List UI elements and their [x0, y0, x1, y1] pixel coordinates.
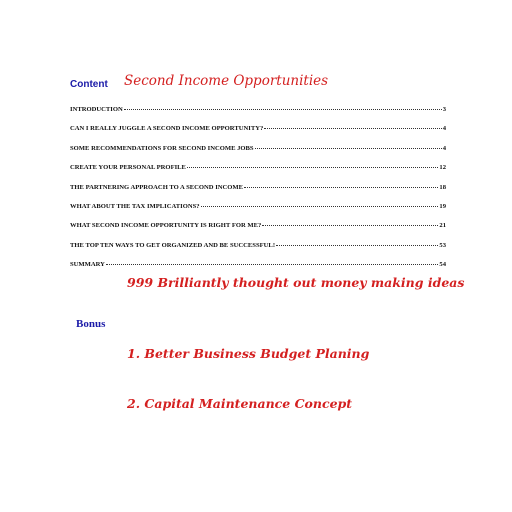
toc-entry	[70, 242, 446, 261]
toc-leader-dots	[264, 128, 441, 129]
bonus-label: Bonus	[76, 318, 106, 330]
toc-entry	[70, 106, 446, 125]
toc-leader-dots	[276, 245, 438, 246]
toc-entry	[70, 184, 446, 203]
toc-leader-dots	[244, 187, 438, 188]
toc-entry-title: INTRODUCTION	[70, 106, 123, 113]
toc-entry-title: CREATE YOUR PERSONAL PROFILE	[70, 164, 186, 172]
toc-entry-page: 21	[439, 222, 446, 230]
toc-leader-dots	[106, 264, 438, 265]
toc-leader-dots	[201, 206, 439, 207]
toc-entry-title: WHAT SECOND INCOME OPPORTUNITY IS RIGHT FOR ME?	[70, 222, 262, 230]
toc-entry	[70, 164, 446, 183]
toc-leader-dots	[124, 109, 442, 110]
toc-entry-page: 12	[439, 164, 446, 172]
toc-entry	[70, 203, 446, 222]
toc-entry-title: WHAT ABOUT THE TAX IMPLICATIONS?	[70, 202, 200, 210]
document-title: Second Income Opportunities	[124, 73, 329, 89]
table-of-contents	[70, 106, 446, 281]
bonus-item: 1. Better Business Budget Planing	[127, 346, 370, 361]
toc-entry-page: 53	[439, 241, 446, 249]
toc-entry-page: 4	[442, 144, 446, 152]
toc-entry-page: 4	[442, 125, 446, 133]
toc-leader-dots	[187, 167, 438, 168]
toc-entry-title: SOME RECOMMENDATIONS FOR SECOND INCOME JOBS	[70, 144, 254, 152]
toc-entry-title: THE PARTNERING APPROACH TO A SECOND INCOME	[70, 183, 244, 191]
toc-entry	[70, 222, 446, 241]
toc-entry-title: CAN I REALLY JUGGLE A SECOND INCOME OPPORTUNITY?	[70, 125, 264, 133]
toc-leader-dots	[255, 148, 442, 149]
toc-entry	[70, 125, 446, 144]
toc-leader-dots	[262, 225, 438, 226]
toc-entry	[70, 145, 446, 164]
bonus-item: 2. Capital Maintenance Concept	[127, 396, 353, 411]
toc-entry-page: 54	[439, 261, 446, 269]
content-label: Content	[70, 79, 108, 90]
toc-entry-page: 3	[442, 106, 446, 113]
ideas-heading: 999 Brilliantly thought out money making ideas	[127, 275, 465, 290]
toc-entry-page: 19	[439, 202, 446, 210]
toc-entry-title: THE TOP TEN WAYS TO GET ORGANIZED AND BE SUCCESSFUL!	[70, 241, 276, 249]
toc-entry-title: SUMMARY	[70, 261, 105, 269]
toc-entry-page: 18	[439, 183, 446, 191]
